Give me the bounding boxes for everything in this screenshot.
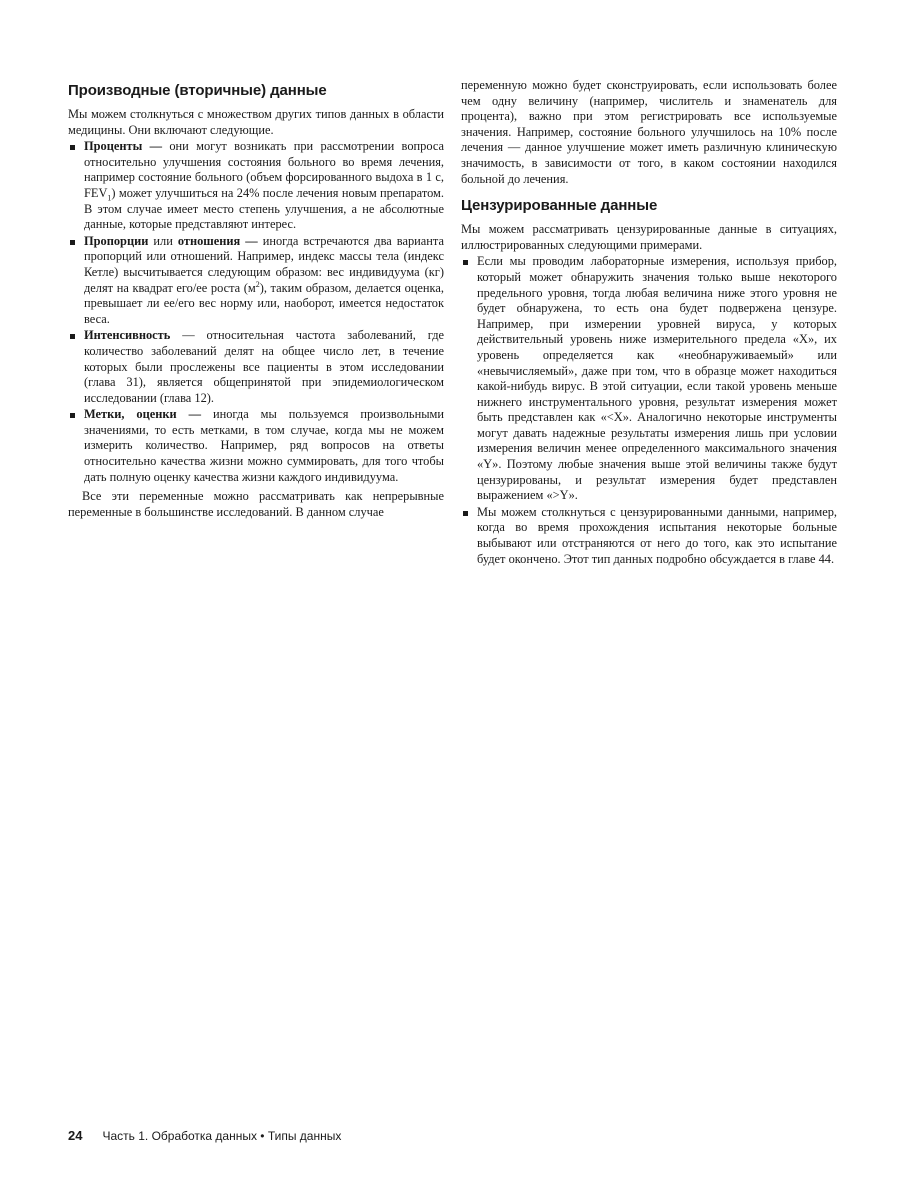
list-item-percentages bbox=[68, 139, 444, 233]
proportions-text-b: ), таким образом, делается оценка, превышает ли ее/его вес норму или, наоборот, имеется недостаток веса. bbox=[84, 280, 444, 326]
proportions-text-a: иногда встречаются два варианта пропорций или отношений. Например, индекс массы тела (индекс Кетле) высчитывается следующим образом: вес индивидуума (кг) делят на квадрат его/ее роста (м bbox=[84, 233, 444, 295]
term-ratios: отношения — bbox=[177, 233, 258, 248]
running-title: Часть 1. Обработка данных • Типы данных bbox=[102, 1129, 342, 1143]
right-column-flow bbox=[461, 78, 837, 187]
page-number: 24 bbox=[68, 1128, 83, 1143]
proportions-connector: или bbox=[148, 233, 178, 248]
fev-subscript: 1 bbox=[107, 193, 112, 203]
term-intensity: Интенсивность bbox=[84, 328, 171, 343]
derived-data-closing-continued: переменную можно будет сконструировать, если использовать более чем одну величину (например, числитель и знаменатель для процента), важно при этом регистрировать все используемые значения. Например, состояние больного улучшилось на 10% после лечения — данное улучшение может иметь различную клиническую значимость, в зависимости от того, в каком состоянии находился больной до лечения. bbox=[461, 78, 837, 186]
term-percentages: Проценты — bbox=[84, 139, 162, 154]
term-labels-scores: Метки, оценки — bbox=[84, 407, 202, 422]
section-heading-censored-data: Цензурированные данные bbox=[461, 197, 658, 215]
square-superscript: 2 bbox=[255, 279, 260, 289]
left-column bbox=[68, 78, 444, 520]
censored-data-list bbox=[461, 254, 837, 567]
censored-data-intro: Мы можем рассматривать цензурированные данные в ситуациях, иллюстрированных следующими примерами. bbox=[461, 222, 837, 252]
percentages-text-a: они могут возникать при рассмотрении вопроса относительно улучшения состояния больного во время лечения, например состояние больного (объем форсированного выдоха в 1 с, FEV bbox=[84, 139, 444, 200]
list-item-lab-measurements: Если мы проводим лабораторные измерения, используя прибор, который может обнаружить значения только выше некоторого предельного уровня, тогда любая величина ниже этого уровня не будет обнаружена, то есть она будет подвержена цензуре. Например, при измерении уровней вируса, у которых действительный уровень ниже измерительного предела «X», их уровень определяется как «необнаруживаемый» или «невычисляемый», даже при том, что в образце может находиться какой-нибудь вирус. В этой ситуации, если такой уровень меньше нижнего инструментального уровня, результат измерения может быть представлен как «<X». Аналогично некоторые инструменты могут давать надежные результаты измерения лишь при условии измерения величин менее определенного максимального значения «Y». Поэтому любые значения выше этой величины также будут цензурированы, и результат измерения будет представлен выражением «>Y». bbox=[461, 254, 837, 504]
intensity-text: — относительная частота заболеваний, где количество заболеваний делят на общее число лет, в течение которых были прослежены все пациенты в этом исследовании (глава 31), является общепринятой при эпидемиологическом исследовании (глава 12). bbox=[84, 328, 444, 405]
derived-data-closing-paragraph: Все эти переменные можно рассматривать как непрерывные переменные в большинстве исследований. В данном случае bbox=[68, 489, 444, 519]
labels-scores-text: иногда мы пользуемся произвольными значениями, то есть метками, в том случае, когда мы не можем измерить количество. Например, ряд вопросов на ответы относительно качества жизни можно суммировать, для того чтобы дать полную оценку качества жизни каждого индивидуума. bbox=[84, 407, 444, 484]
list-item-intensity bbox=[68, 328, 444, 406]
derived-data-intro: Мы можем столкнуться с множеством других типов данных в области медицины. Они включают следующие. bbox=[68, 107, 444, 137]
list-item-proportions bbox=[68, 234, 444, 328]
right-column bbox=[461, 78, 837, 567]
page-footer bbox=[68, 1128, 341, 1143]
list-item-trial-dropouts: Мы можем столкнуться с цензурированными данными, например, когда во время прохождения испытания некоторые больные выбывают или отстраняются от него до того, как это испытание будет окончено. Этот тип данных подробно обсуждается в главе 44. bbox=[461, 505, 837, 567]
section-heading-derived-data: Производные (вторичные) данные bbox=[68, 82, 327, 99]
term-proportions: Пропорции bbox=[84, 233, 149, 248]
list-item-labels-scores bbox=[68, 407, 444, 485]
percentages-text-b: ) может улучшиться на 24% после лечения новым препаратом. В этом случае имеет место степень улучшения, а не абсолютные данные, которые представляют интерес. bbox=[84, 185, 444, 232]
derived-data-list bbox=[68, 139, 444, 485]
